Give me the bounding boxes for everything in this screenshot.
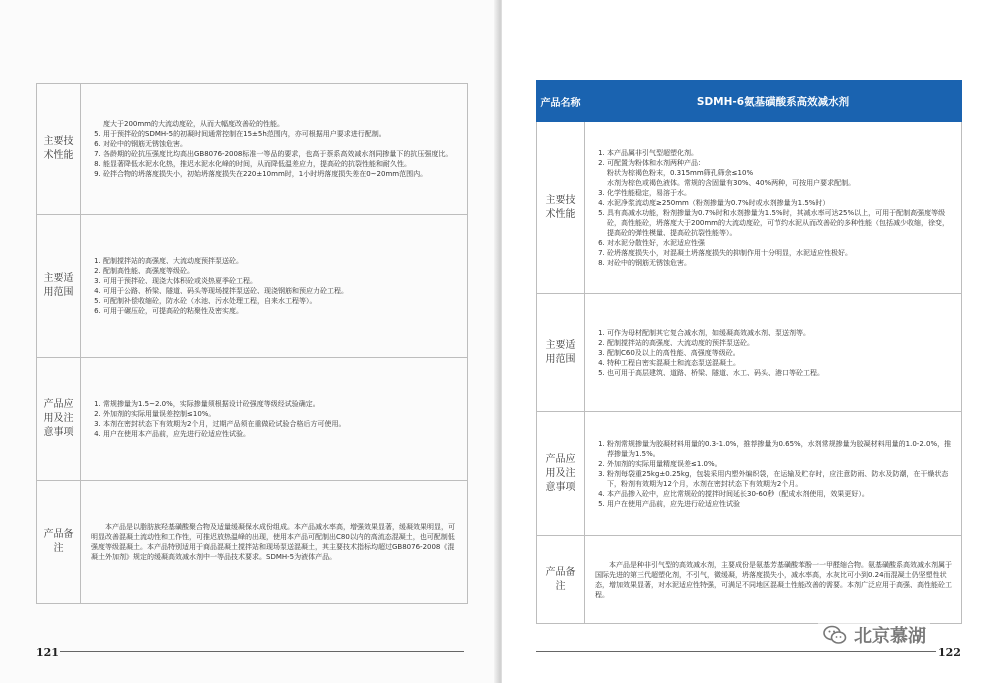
header-row <box>537 81 962 122</box>
list-item: 3. 配制C60及以上的高性能、高强度等级砼。 <box>607 348 953 358</box>
list-item: 2. 配制搅拌站的高强度、大流动度的预拌泵送砼。 <box>607 338 953 348</box>
list-item: 4. 特种工程自密实混凝土和流态泵送混凝土。 <box>607 358 953 368</box>
row-label-usage: 产品应用及注意事项 <box>537 412 585 536</box>
right-spec-table <box>536 80 962 624</box>
row-content-scope <box>81 215 468 358</box>
list-item: 1. 粉剂常规掺量为胶凝材料用量的0.3-1.0%，推荐掺量为0.65%，水剂常规掺量为胶凝材料用量的1.0-2.0%，推荐掺量为1.5%。 <box>607 439 953 459</box>
item-list <box>91 129 459 179</box>
table-row <box>537 536 962 624</box>
list-item: 1. 常规掺量为1.5~2.0%，实际掺量须根据设计砼强度等级经试验确定。 <box>103 399 459 409</box>
list-item: 9. 砼拌合物的坍落度损失小，初始坍落度损失在220±10mm时，1小时坍落度损失差在0~20mm范围内。 <box>103 169 459 179</box>
list-item: 2. 配制高性能、高强度等级砼。 <box>103 266 459 276</box>
product-name-label: 产品名称 <box>537 81 585 122</box>
row-label-remarks: 产品备注 <box>537 536 585 624</box>
list-item: 3. 可用于预拌砼、现浇大体积砼或炎热夏季砼工程。 <box>103 276 459 286</box>
list-item: 8. 能显著降低水泥水化热，推迟水泥水化峰的时间，从而降低温差应力，提高砼的抗裂性能和耐久性。 <box>103 159 459 169</box>
list-item: 5. 可配制补偿收缩砼，防水砼（水池、污水处理工程，自来水工程等）。 <box>103 296 459 306</box>
remarks-paragraph: 本产品是种非引气型的高效减水剂，主要成份是氨基芳基磺酸苯酚一一甲醛缩合物。氨基磺酸系高效减水剂属于国际先进的第三代超塑化剂，不引气，微缓凝，坍落度损失小，减水率高，水灰比可小到0.24而混凝土仍坚塑性状态，增加效果显著，对水泥适应性特强，可满足不同地区混凝土性能改善的需要。本剂广泛应用于高强、高性能砼工程。 <box>595 560 952 599</box>
list-item: 6. 对砼中的钢筋无锈蚀危害。 <box>103 139 459 149</box>
list-item: 7. 各龄期的砼抗压强度比均高出GB8076-2008标准一等品的要求，也高于萘系高效减水剂同掺量下的抗压强度比。 <box>103 149 459 159</box>
row-content-scope <box>585 294 962 412</box>
list-item: 5. 具有高减水功能，粉剂掺量为0.7%时和水剂掺量为1.5%时，其减水率可达25%以上，可用于配制高强度等级砼，高性能砼，坍落度大于200mm的大流动度砼，可节约水泥从而改善砼的多种性能（包括减少收缩，徐变，提高砼的弹性模量、提高砼抗裂性能等）。 <box>607 208 953 238</box>
table-row <box>37 358 468 481</box>
watermark <box>818 620 930 650</box>
page-number-left: 121 <box>36 646 59 659</box>
list-item: 6. 可用于碾压砼，可提高砼的粘聚性及密实度。 <box>103 306 459 316</box>
list-item: 4. 本产品掺入砼中，应比常规砼的搅拌时间延长30-60秒（配成水剂使用，效果更好）。 <box>607 489 953 499</box>
remarks-paragraph: 本产品是以脂肪族羟基磺酸聚合物及适量缓凝保水成份组成。本产品减水率高，增强效果显著，缓凝效果明显，可明显改善混凝土流动性和工作性，可推迟放热温峰的出现，使用本产品可配制出C80以内的高流态混凝土，也可配制低强度等级混凝土。本产品特别适用于商品混凝土搅拌站和现场泵送混凝土，其主要技术指标均超过GB8076-2008《混凝土外加剂》规定的缓凝高效减水剂中一等品技术要求。SDMH-5为液体产品。 <box>91 523 455 561</box>
item-list <box>91 399 459 439</box>
left-page <box>0 0 498 683</box>
table-row <box>37 215 468 358</box>
table-row <box>37 84 468 215</box>
sub-line: 水剂为棕色或褐色液体。常规的含固量有30%、40%两种，可按用户要求配制。 <box>607 178 856 187</box>
item-list <box>595 439 953 509</box>
list-item: 5. 也可用于高层建筑、道路、桥梁、隧道、水工、码头、港口等砼工程。 <box>607 368 953 378</box>
list-item: 3. 化学性能稳定，易溶于水。 <box>607 188 953 198</box>
row-label-remarks: 产品备注 <box>37 481 81 604</box>
footer-rule <box>60 651 464 652</box>
row-content-remarks <box>585 536 962 624</box>
row-content-usage <box>81 358 468 481</box>
list-item: 1. 配制搅拌站的高强度、大流动度预拌泵送砼。 <box>103 256 459 266</box>
table-row <box>37 481 468 604</box>
row-label-usage: 产品应用及注意事项 <box>37 358 81 481</box>
table-row <box>537 294 962 412</box>
list-item: 1. 可作为母材配制其它复合减水剂，如缓凝高效减水剂、泵送剂等。 <box>607 328 953 338</box>
sub-line: 粉状为棕褐色粉末，0.315mm筛孔筛余≤10% <box>607 168 754 177</box>
footer-rule <box>536 651 936 652</box>
list-item: 3. 粉剂每袋重25kg±0.25kg，包装采用内塑外编织袋，在运输及贮存时，应注意防雨、防水及防潮，在干燥状态下，粉剂有效期为12个月，水剂在密封状态下有效期为2个月。 <box>607 469 953 489</box>
list-item: 4. 用户在使用本产品前，应先进行砼适应性试验。 <box>103 429 459 439</box>
list-item <box>607 158 953 188</box>
row-content-remarks <box>81 481 468 604</box>
list-item: 5. 用于预拌砼的SDMH-5的初凝时间通常控制在15±5h范围内，亦可根据用户要求进行配制。 <box>103 129 459 139</box>
list-item: 8. 对砼中的钢筋无锈蚀危害。 <box>607 258 953 268</box>
row-label-scope: 主要适用范围 <box>537 294 585 412</box>
watermark-text: 北京慕湖 <box>854 626 926 647</box>
list-item: 6. 对水泥分散性好，水泥适应性强 <box>607 238 953 248</box>
page-number-right: 122 <box>938 646 961 659</box>
table-row <box>537 412 962 536</box>
list-item: 4. 可用于公路、桥梁、隧道、码头等现场搅拌泵送砼、现浇钢筋和预应力砼工程。 <box>103 286 459 296</box>
right-page <box>502 0 1000 683</box>
row-label-scope: 主要适用范围 <box>37 215 81 358</box>
list-item: 2. 外加剂的实际用量精度误差≤1.0%。 <box>607 459 953 469</box>
list-item: 5. 用户在使用产品前，应先进行砼适应性试验 <box>607 499 953 509</box>
list-item: 2. 外加剂的实际用量误差控制≤10%。 <box>103 409 459 419</box>
row-content-usage <box>585 412 962 536</box>
item-list <box>595 148 953 268</box>
row-label-performance: 主要技术性能 <box>37 84 81 215</box>
list-item: 1. 本产品属非引气型超塑化剂。 <box>607 148 953 158</box>
row-content-performance <box>585 122 962 294</box>
list-item: 7. 砼坍落度损失小，对混凝土坍落度损失的抑制作用十分明显，水泥适应性极好。 <box>607 248 953 258</box>
list-item-text: 可配置为粉体和水剂两种产品： <box>607 158 705 167</box>
row-label-performance: 主要技术性能 <box>537 122 585 294</box>
table-row <box>537 122 962 294</box>
list-item: 3. 本剂在密封状态下有效期为2个月，过期产品须在重做砼试验合格后方可使用。 <box>103 419 459 429</box>
wechat-icon <box>822 622 848 648</box>
item-list <box>595 328 953 378</box>
left-spec-table <box>36 83 468 604</box>
list-item: 4. 水泥净浆流动度≥250mm（粉剂掺量为0.7%时或水剂掺量为1.5%时） <box>607 198 953 208</box>
row-content-performance <box>81 84 468 215</box>
product-name-title: SDMH-6氨基磺酸系高效减水剂 <box>585 81 962 122</box>
continuation-text: 度大于200mm的大流动度砼，从而大幅度改善砼的性能。 <box>103 120 284 128</box>
item-list <box>91 256 459 316</box>
